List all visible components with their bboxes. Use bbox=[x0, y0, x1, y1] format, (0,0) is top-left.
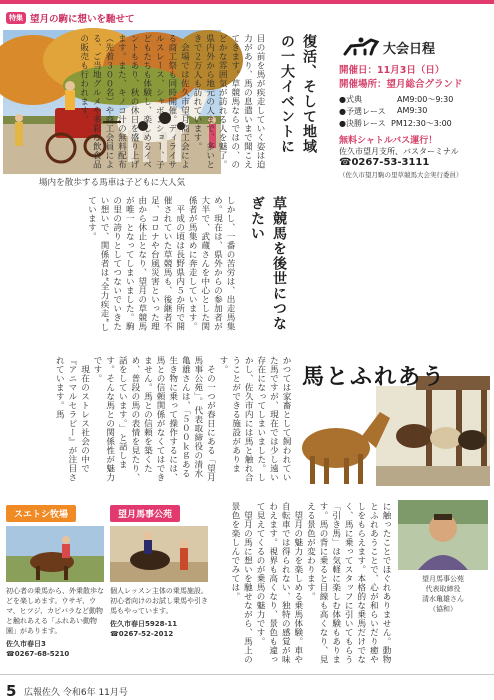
panel-description: 初心者の乗馬から、外乗散歩などを楽しめます。ウサギ、ウマ、ヒツジ、カピバラなど動物と触れあえる「ふれあい動物園」があります。 bbox=[6, 587, 104, 635]
portrait-org: 望月馬事公苑 bbox=[422, 575, 464, 583]
horse-rider-icon bbox=[341, 36, 381, 58]
panel-phone: ☎0267-52-2012 bbox=[110, 630, 174, 638]
section-body-legacy: しかし、一番の苦労は、出走馬集め。現在は、県外からの参加者が大半で、武蔵さんを中心とした関係者が馬集めに奔走しています。 平成の頃は長野県内５か所で開催されていた草競馬も、後継者不足、コロナや台風災害といった理由から休止となり、望月の草競馬が唯一となってしまいました。駒の里の誇りとしてつないでいきたい想いで、関係者は“全力疾走”しています。 bbox=[86, 196, 235, 332]
event-organizer: （佐久市望月駒の里草競馬大会実行委員） bbox=[339, 171, 463, 179]
portrait-role: 代表取締役 bbox=[425, 585, 461, 593]
schedule-row-preliminary bbox=[339, 106, 489, 117]
publication-name: 広報佐久 令和6年 11月号 bbox=[24, 688, 128, 698]
event-title: 大会日程 bbox=[383, 42, 436, 57]
panel-title: 望月馬事公苑 bbox=[110, 505, 180, 522]
schedule-row-final bbox=[339, 118, 489, 129]
event-date: 開催日：11月3日（日） bbox=[339, 65, 445, 76]
section-heading-revival: 復活、そして地域の一大イベントに bbox=[279, 34, 317, 154]
schedule-time: AM9:00～9:30 bbox=[397, 95, 454, 104]
riding-photo bbox=[110, 526, 208, 582]
section-body-horse-contact: かつては家畜として飼われていた馬ですが、現在では少し遠い存在になってしまいました。しかし、佐久市内には馬と触れ合うことができる施設があります。 その一つが春日にある「望月馬事公苑」。代表取締役の清水亀雄さんは、「５００ｋｇある生き物に乗って操作するには、馬との信頼関係がなくてはできません。馬との信頼を築くため、普段の馬の表情を見たり、話をしています。」と話します。そんな馬との関係性が魅力です。 現在のストレス社会の中で『アニマルセラピー』が注目されています。馬 bbox=[54, 356, 291, 482]
mochizuki-riding-panel bbox=[110, 502, 208, 672]
top-accent-bar bbox=[0, 0, 494, 4]
schedule-row-ceremony bbox=[339, 94, 489, 105]
shuttle-bus-note: 無料シャトルバス運行！ bbox=[339, 136, 438, 146]
section-heading-legacy: 草競馬を後世につなぎたい bbox=[249, 196, 287, 331]
panel-phone: ☎0267-68-5210 bbox=[6, 650, 70, 658]
stable-horses-photo bbox=[296, 356, 490, 486]
panel-address: 佐久市春日5928-11 bbox=[110, 620, 178, 628]
schedule-label: ●決勝レース bbox=[339, 119, 386, 128]
panel-title: スエトシ牧場 bbox=[6, 505, 76, 522]
section-body-revival: 目の前を馬が疾走していく姿は迫力があり、馬の息遣いまで聞こえてきます。草競馬ならではの、のどかな雰囲気が訪れる人を魅了。県内外から地元の人まで、多いときで２万人も訪れています。 会場では佐久市望月商工会による商工祭も同時開催。ディライサルスレース、シャボンショー、子どもたちも体験し、楽しめるイベントもあり、秋の休日を盛り上げます。また、キノコ汁の無料配布（先着３００名）や商工会員による、ご当地グルメや多彩な飲食品の販売も行われます。 bbox=[78, 34, 265, 169]
schedule-time: PM12:30～3:00 bbox=[391, 119, 452, 128]
page-footer bbox=[0, 680, 494, 700]
panel-description: 個人レッスン主体の乗馬施設。初心者向けのお試し乗馬や引き馬もやっています。 bbox=[110, 587, 208, 615]
feature-title: 望月の駒に想いを馳せて bbox=[30, 14, 135, 25]
section-heading-horse-contact: 馬とふれあう bbox=[302, 364, 447, 390]
event-place: 開催場所：望月総合グランド bbox=[339, 79, 463, 90]
portrait-area: （協和） bbox=[429, 605, 457, 613]
suetoshi-ranch-panel bbox=[6, 502, 104, 672]
ranch-photo bbox=[6, 526, 104, 582]
event-phone: ☎0267-53-3111 bbox=[339, 157, 430, 168]
page-number: 5 bbox=[6, 682, 17, 700]
portrait-caption bbox=[398, 574, 488, 614]
schedule-label: ●予選レース bbox=[339, 107, 386, 116]
portrait-name: 清水亀雄さん bbox=[422, 595, 464, 603]
schedule-time: AM9:30 bbox=[397, 106, 428, 115]
feature-badge: 特集 bbox=[6, 12, 26, 24]
page-header bbox=[6, 10, 135, 26]
footer-divider bbox=[0, 674, 494, 675]
section-body-riding: に触ったことでほぐれありません。動物とふれあうことで、心が和らいだり癒やしをもらえます。本格的な乗馬だけでなく、馬に乗ってスタッフに引いてもらう「引き馬」は気軽に楽しむ体験もあります。馬の背に乗ると目線も高くなり、見える景色が変わります。 望月の魅力を楽しめる乗馬体験。車や自転車では得られない、独特の感覚が味わえます。視界も高くなり、景色も違って見えてくるのが乗馬の魅力です。 望月の馬に想いを馳せながら、馬上の景色を楽しんでみては。 bbox=[229, 502, 391, 664]
event-schedule-box bbox=[339, 34, 489, 180]
shuttle-route: 佐久市望月支所、バスターミナル bbox=[339, 147, 459, 156]
panel-address: 佐久市春日3 bbox=[6, 640, 46, 648]
schedule-label: ●式典 bbox=[339, 95, 362, 104]
photo-caption: 場内を散歩する馬車は子どもに大人気 bbox=[38, 178, 186, 188]
portrait-photo bbox=[398, 500, 488, 570]
